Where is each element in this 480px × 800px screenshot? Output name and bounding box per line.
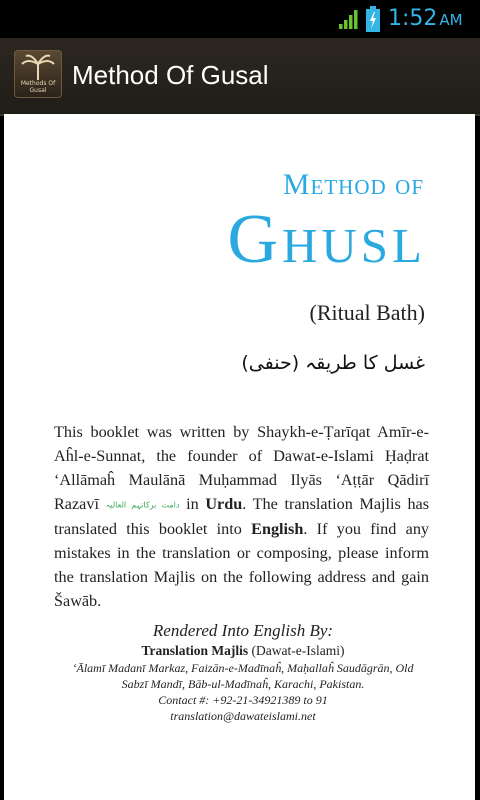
status-bar — [0, 0, 480, 38]
app-title: Method Of Gusal — [72, 60, 269, 90]
title-ghusl: Ghusl — [227, 201, 426, 278]
battery-charging-icon — [366, 6, 380, 32]
clock-time: 1:52 — [388, 6, 438, 31]
clock-ampm: AM — [439, 11, 463, 29]
app-icon-label: Methods Of Gusal — [20, 80, 56, 94]
credits-block — [44, 620, 442, 724]
paragraph-part4: . If you find any mistakes in the translation or composing, please inform the translation Majlis on the following address and gain Šawāb. — [54, 520, 430, 611]
action-bar — [0, 38, 480, 116]
title-method-of: Method of — [282, 168, 424, 201]
credits-majlis — [44, 642, 442, 660]
honorific-text: دامت برکاتہم العالیہ — [105, 500, 180, 510]
clock — [388, 5, 463, 34]
paragraph-part3: . The translation Majlis has translated this booklet into — [54, 495, 430, 539]
intro-paragraph — [54, 420, 429, 613]
urdu-word: Urdu — [205, 495, 243, 513]
address-line-2: Sabzī Mandī, Bāb-ul-Madīnaĥ, Karachi, Pakistan. — [121, 677, 365, 691]
urdu-title: غسل کا طریقہ (حنفی) — [241, 352, 425, 374]
majlis-org: (Dawat-e-Islami) — [251, 643, 345, 658]
address-line-1: ‘Ālamī Madanī Markaz, Faizān-e-Madīnaĥ, Maḥallaĥ Saudāgrān, Old — [72, 661, 414, 675]
contact-number: Contact #: +92-21-34921389 to 91 — [158, 693, 328, 707]
credits-heading: Rendered Into English By: — [152, 621, 334, 640]
subtitle: (Ritual Bath) — [309, 300, 425, 325]
paragraph-part1: This booklet was written by Shaykh-e-Ṭarīqat Amīr-e-Aĥl-e-Sunnat, the founder of Dawat-e-Islami Ḥaḍrat ‘Allāmaĥ Maulānā Muḥammad Ilyās ‘Aṭṭār Qādirī Razavī — [54, 423, 429, 513]
majlis-name: Translation Majlis — [141, 643, 249, 658]
paragraph-part2: in — [186, 495, 199, 513]
document-page[interactable] — [4, 114, 475, 800]
contact-email[interactable]: translation@dawateislami.net — [170, 709, 316, 723]
signal-icon — [338, 8, 360, 30]
app-logo-icon[interactable] — [14, 50, 62, 98]
english-word: English — [251, 520, 304, 539]
